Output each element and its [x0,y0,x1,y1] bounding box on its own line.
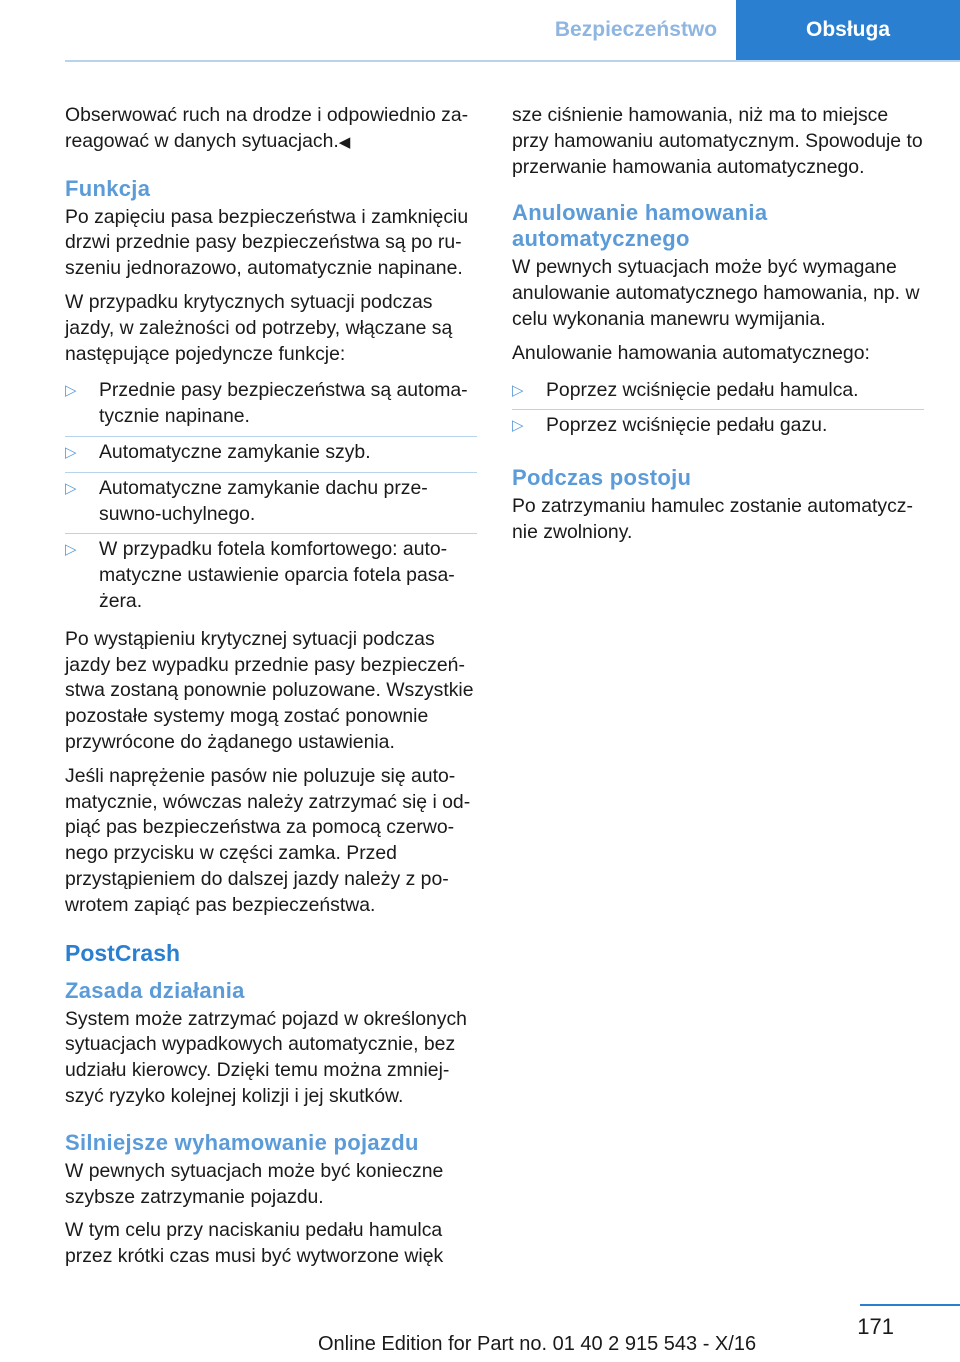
right-column [512,103,924,554]
postoj-paragraph: Po zatrzymaniu hamulec zostanie automatycznie zwolniony. [512,495,913,543]
silniejsze-paragraph-2: W tym celu przy naciskaniu pedału hamulca przez krótki czas musi być wytworzone więk [65,1219,444,1268]
postoj-heading: Podczas postoju [512,465,692,491]
anulowanie-heading: Anulowanie hamowania automatycznego [512,200,768,252]
chapter-tab[interactable]: Obsługa [736,0,960,60]
anulowanie-paragraph-2: Anulowanie hamowania automatycznego: [512,341,870,364]
funkcja-heading: Funkcja [65,175,151,201]
zasada-paragraph: System może zatrzymać pojazd w określonych sytuacjach wypadkowych automatycznie, bez udziału kierowcy. Dzięki temu można zmniejszyć ryzyko kolejnej kolizji i jej skutków. [65,1007,467,1107]
triangle-bullet-icon: ▷ [65,479,77,497]
online-edition-note: Online Edition for Part no. 01 40 2 915 543 - X/16 [318,1333,757,1355]
section-tab[interactable]: Bezpieczeństwo [554,18,718,41]
funkcja-list [65,375,477,620]
list-item: ▷ Poprzez wciśnięcie pedału hamulca. [512,375,924,411]
triangle-bullet-icon: ▷ [65,382,77,400]
zasada-heading: Zasada działania [65,977,245,1003]
silniejsze-heading: Silniejsze wyhamowanie pojazdu [65,1129,419,1155]
header-divider [65,60,960,62]
list-item: ▷ Poprzez wciśnięcie pedału gazu. [512,410,924,445]
end-marker-icon: ◀ [338,133,351,151]
funkcja-paragraph-1: Po zapięciu pasa bezpieczeństwa i zamknięciu drzwi przednie pasy bezpieczeństwa są po ruszeniu jednorazowo, automatycznie napinane. [65,205,469,280]
triangle-bullet-icon: ▷ [512,381,524,399]
triangle-bullet-icon: ▷ [512,417,524,435]
intro-paragraph: Obserwować ruch na drodze i odpowiednio zareagować w danych sytuacjach.◀ [65,104,469,152]
triangle-bullet-icon: ▷ [65,443,77,461]
list-item: ▷ Przednie pasy bezpieczeństwa są automatycznie napinane. [65,375,477,437]
list-item: ▷ W przypadku fotela komfortowego: automatyczne ustawienie oparcia fotela pasażera. [65,538,455,612]
funkcja-paragraph-4: Jeśli naprężenie pasów nie poluzuje się automatycznie, wówczas należy zatrzymać się i odpiąć pas bezpieczeństwa za pomocą czerwonego przycisku w części zamka. Przed przystąpieniem do dalszej jazdy należy z powrotem zapiąć pas bezpieczeństwa. [65,764,471,916]
left-column [65,103,477,1278]
header-tabs [536,0,960,60]
funkcja-paragraph-3: Po wystąpieniu krytycznej sytuacji podczas jazdy bez wypadku przednie pasy bezpieczeństwa zostaną ponownie poluzowane. Wszystkie pozostałe systemy mogą zostać ponownie przywrócone do żądanego ustawienia. [65,627,474,753]
anulowanie-list [512,375,924,446]
page-number: 171 [857,1314,894,1339]
list-item: ▷ Automatyczne zamykanie dachu przesuwno-uchylnego. [65,473,477,535]
postcrash-heading: PostCrash [65,939,181,966]
silniejsze-paragraph-1: W pewnych sytuacjach może być konieczne szybsze zatrzymanie pojazdu. [65,1159,444,1208]
list-item: ▷ Automatyczne zamykanie szyb. [65,437,477,473]
triangle-bullet-icon: ▷ [65,541,77,559]
footer-divider [860,1304,960,1306]
funkcja-paragraph-2: W przypadku krytycznych sytuacji podczas jazdy, w zależności od potrzeby, włączane są następujące pojedyncze funkcje: [65,290,453,365]
anulowanie-paragraph-1: W pewnych sytuacjach może być wymagane anulowanie automatycznego hamowania, np. w celu wykonania manewru wymijania. [512,256,920,330]
continued-paragraph: sze ciśnienie hamowania, niż ma to miejsce przy hamowaniu automatycznym. Spowoduje to przerwanie hamowania automatycznego. [512,104,923,178]
